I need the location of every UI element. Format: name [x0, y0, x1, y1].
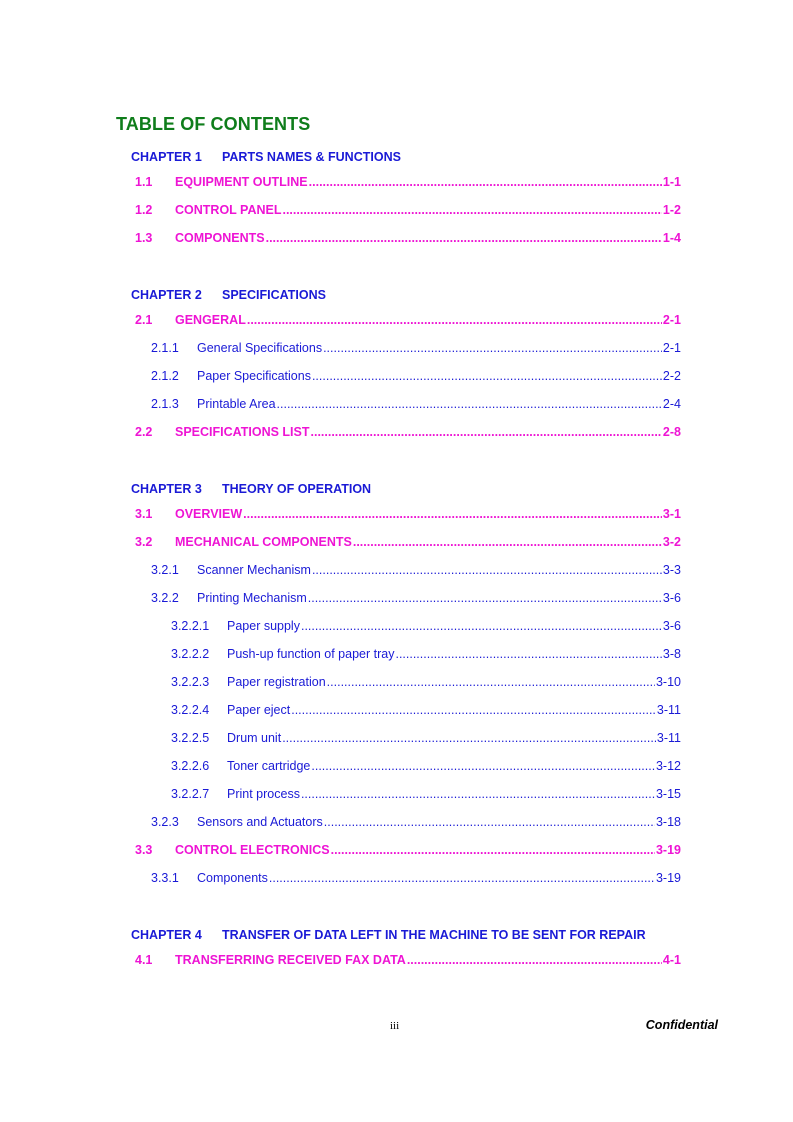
toc-entry-title: THEORY OF OPERATION — [222, 482, 372, 496]
toc-entry[interactable] — [151, 815, 681, 829]
toc-page-number: 3-6 — [662, 619, 681, 633]
toc-entry-title: TRANSFER OF DATA LEFT IN THE MACHINE TO BE SENT FOR REPAIR — [222, 928, 646, 942]
toc-dot-leader — [282, 731, 656, 745]
toc-entry[interactable] — [151, 369, 681, 383]
toc-page-number: 1-1 — [662, 175, 681, 189]
toc-entry-number: 3.2.2.6 — [171, 759, 210, 773]
toc-page-number: 1-2 — [662, 203, 681, 217]
toc-entry-number: 3.2.2 — [151, 591, 179, 605]
toc-entry-title: COMPONENTS — [175, 231, 265, 245]
toc-entry-number: CHAPTER 4 — [131, 928, 202, 942]
toc-entry-title: Printable Area — [197, 397, 276, 411]
toc-entry[interactable] — [135, 175, 681, 189]
toc-page-number: 3-18 — [655, 815, 681, 829]
toc-entry-number: 2.1.3 — [151, 397, 179, 411]
toc-entry-number: 3.2.1 — [151, 563, 179, 577]
toc-page-number: 2-8 — [662, 425, 681, 439]
footer-confidential: Confidential — [645, 1018, 718, 1032]
toc-entry-number: 3.3.1 — [151, 871, 179, 885]
toc-page-number: 3-11 — [656, 703, 681, 717]
toc-entry-title: Paper supply — [227, 619, 300, 633]
toc-entry-number: 1.1 — [135, 175, 153, 189]
toc-page-number: 3-15 — [655, 787, 681, 801]
toc-dot-leader — [282, 203, 661, 217]
toc-dot-leader — [247, 313, 662, 327]
toc-entry[interactable] — [135, 425, 681, 439]
toc-dot-leader — [312, 369, 662, 383]
toc-entry[interactable] — [135, 231, 681, 245]
toc-entry-title: Paper eject — [227, 703, 291, 717]
toc-entry-number: 3.3 — [135, 843, 153, 857]
toc-entry-number: 3.2 — [135, 535, 153, 549]
toc-entry-number: 2.1.2 — [151, 369, 179, 383]
toc-entry-title: Toner cartridge — [227, 759, 311, 773]
toc-dot-leader — [395, 647, 661, 661]
toc-entry-title: Push-up function of paper tray — [227, 647, 395, 661]
toc-entry[interactable] — [151, 591, 681, 605]
toc-page-number: 3-19 — [655, 871, 681, 885]
toc-entry-title: CONTROL ELECTRONICS — [175, 843, 330, 857]
toc-dot-leader — [301, 787, 655, 801]
toc-entry-number: CHAPTER 3 — [131, 482, 202, 496]
toc-dot-leader — [353, 535, 662, 549]
toc-dot-leader — [311, 759, 655, 773]
toc-chapter-heading — [131, 482, 371, 496]
toc-dot-leader — [301, 619, 662, 633]
toc-dot-leader — [331, 843, 655, 857]
toc-page-number: 3-6 — [662, 591, 681, 605]
toc-dot-leader — [277, 397, 662, 411]
toc-entry-title: SPECIFICATIONS LIST — [175, 425, 310, 439]
toc-page-number: 3-19 — [655, 843, 681, 857]
toc-entry-number: CHAPTER 1 — [131, 150, 202, 164]
toc-chapter-heading — [131, 928, 646, 942]
toc-entry-number: 3.2.3 — [151, 815, 179, 829]
toc-entry-number: 3.2.2.2 — [171, 647, 210, 661]
toc-page-number: 3-3 — [662, 563, 681, 577]
toc-entry-title: Paper registration — [227, 675, 326, 689]
toc-page-number: 3-1 — [662, 507, 681, 521]
toc-chapter-heading — [131, 288, 326, 302]
toc-entry[interactable] — [151, 397, 681, 411]
toc-page-number: 1-4 — [662, 231, 681, 245]
toc-entry-title: SPECIFICATIONS — [222, 288, 326, 302]
toc-dot-leader — [407, 953, 662, 967]
toc-page-number: 3-12 — [655, 759, 681, 773]
toc-entry-title: PARTS NAMES & FUNCTIONS — [222, 150, 401, 164]
toc-entry-title: Scanner Mechanism — [197, 563, 311, 577]
toc-entry-number: 2.1 — [135, 313, 153, 327]
toc-chapter-heading — [131, 150, 401, 164]
toc-page-number: 2-4 — [662, 397, 681, 411]
toc-entry[interactable] — [171, 759, 681, 773]
toc-entry-number: CHAPTER 2 — [131, 288, 202, 302]
toc-entry[interactable] — [135, 535, 681, 549]
toc-page-number: 3-8 — [662, 647, 681, 661]
toc-page-number: 3-10 — [655, 675, 681, 689]
toc-dot-leader — [311, 425, 662, 439]
toc-entry-number: 1.2 — [135, 203, 153, 217]
toc-entry-number: 3.2.2.4 — [171, 703, 210, 717]
toc-dot-leader — [266, 231, 662, 245]
toc-dot-leader — [269, 871, 655, 885]
toc-entry[interactable] — [151, 563, 681, 577]
toc-page-number: 3-2 — [662, 535, 681, 549]
toc-dot-leader — [327, 675, 655, 689]
toc-entry[interactable] — [171, 675, 681, 689]
footer-page-number: iii — [390, 1020, 400, 1032]
toc-entry-title: Components — [197, 871, 268, 885]
toc-entry[interactable] — [135, 843, 681, 857]
toc-entry-number: 1.3 — [135, 231, 153, 245]
toc-entry[interactable] — [151, 871, 681, 885]
toc-entry[interactable] — [135, 313, 681, 327]
toc-entry-title: CONTROL PANEL — [175, 203, 282, 217]
toc-entry-title: General Specifications — [197, 341, 323, 355]
toc-page-number: 2-2 — [662, 369, 681, 383]
toc-entry-number: 3.2.2.1 — [171, 619, 210, 633]
toc-dot-leader — [308, 591, 662, 605]
toc-entry-title: GENGERAL — [175, 313, 246, 327]
toc-entry-title: Paper Specifications — [197, 369, 311, 383]
toc-entry-title: EQUIPMENT OUTLINE — [175, 175, 308, 189]
toc-entry[interactable] — [135, 507, 681, 521]
toc-entry[interactable] — [171, 787, 681, 801]
toc-entry-title: Printing Mechanism — [197, 591, 307, 605]
toc-dot-leader — [324, 815, 655, 829]
toc-page-number: 2-1 — [662, 313, 681, 327]
toc-entry-number: 3.2.2.3 — [171, 675, 210, 689]
toc-entry[interactable] — [135, 203, 681, 217]
toc-entry[interactable] — [151, 341, 681, 355]
toc-entry[interactable] — [135, 953, 681, 967]
toc-entry-title: OVERVIEW — [175, 507, 243, 521]
toc-entry-number: 2.1.1 — [151, 341, 179, 355]
toc-entry[interactable] — [171, 647, 681, 661]
toc-dot-leader — [291, 703, 656, 717]
toc-dot-leader — [243, 507, 662, 521]
toc-entry[interactable] — [171, 619, 681, 633]
toc-entry-number: 4.1 — [135, 953, 153, 967]
toc-entry[interactable] — [171, 731, 681, 745]
toc-entry[interactable] — [171, 703, 681, 717]
toc-entry-number: 2.2 — [135, 425, 153, 439]
toc-page-number: 3-11 — [656, 731, 681, 745]
toc-page-number: 2-1 — [662, 341, 681, 355]
toc-page-number: 4-1 — [662, 953, 681, 967]
toc-entry-number: 3.2.2.7 — [171, 787, 210, 801]
page-title: TABLE OF CONTENTS — [116, 114, 311, 134]
toc-entry-title: Sensors and Actuators — [197, 815, 323, 829]
toc-dot-leader — [309, 175, 662, 189]
toc-entry-number: 3.1 — [135, 507, 153, 521]
toc-entry-number: 3.2.2.5 — [171, 731, 210, 745]
toc-entry-title: TRANSFERRING RECEIVED FAX DATA — [175, 953, 406, 967]
toc-entry-title: Drum unit — [227, 731, 282, 745]
toc-dot-leader — [312, 563, 662, 577]
toc-entry-title: Print process — [227, 787, 300, 801]
toc-entry-title: MECHANICAL COMPONENTS — [175, 535, 352, 549]
toc-dot-leader — [323, 341, 662, 355]
